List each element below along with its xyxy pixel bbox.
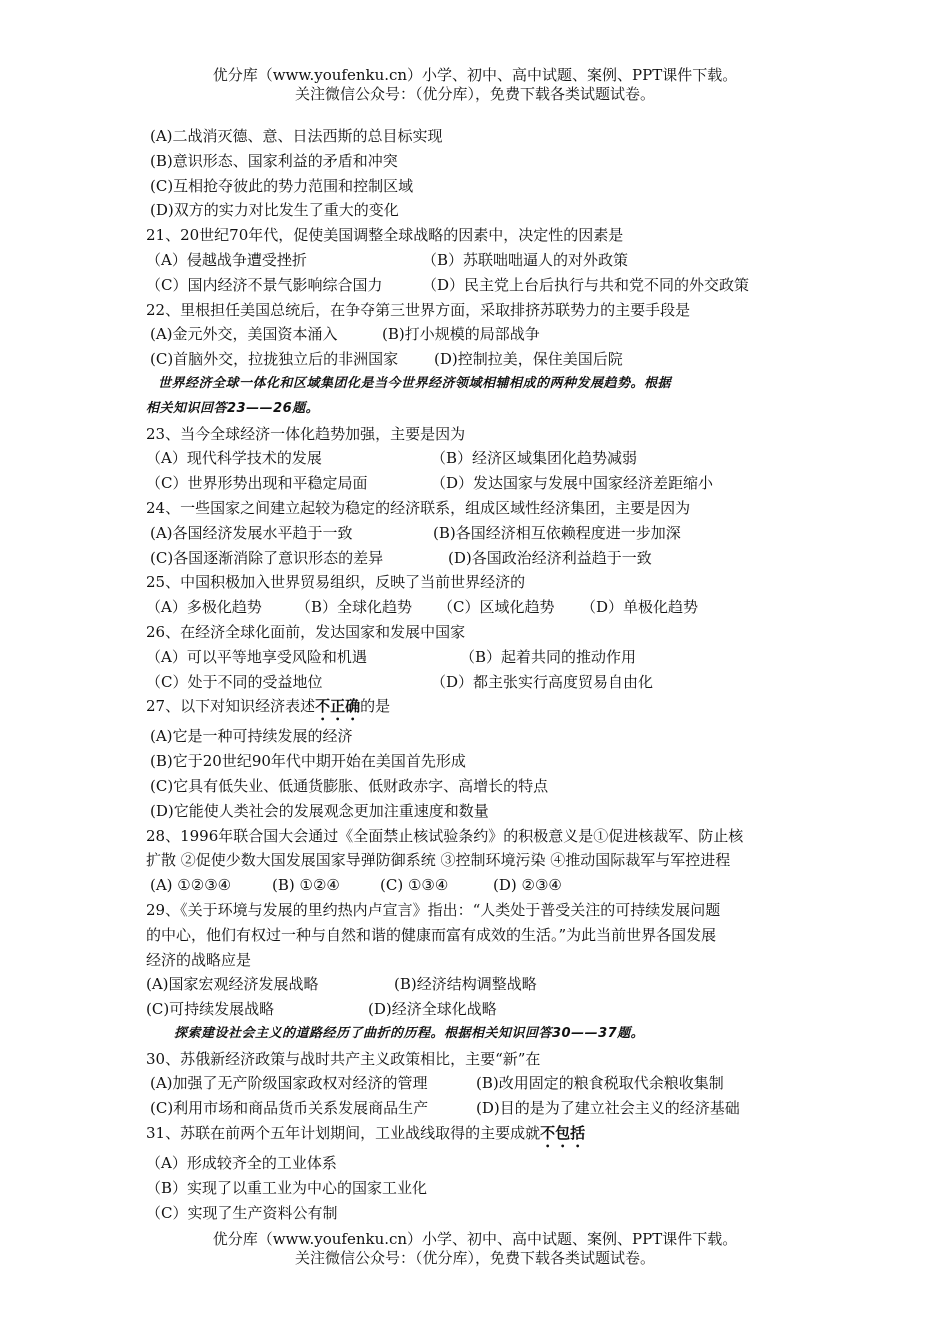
q28-stem-line-2: 扩散 ②促使少数大国发展国家导弹防御系统 ③控制环境污染 ④推动国际裁军与军控进程 (146, 851, 731, 870)
q26-options-cd (146, 670, 816, 695)
q23-stem: 23、当今全球经济一体化趋势加强，主要是因为 (146, 424, 466, 443)
q29-options-ab (146, 972, 816, 997)
q20-option-d: (D)双方的实力对比发生了重大的变化 (150, 201, 399, 220)
q21-stem: 21、20世纪70年代，促使美国调整全球战略的因素中，决定性的因素是 (146, 226, 624, 245)
footer-line-1: 优分库（www.youfenku.cn）小学、初中、高中试题、案例、PPT课件下载。 (212, 1230, 738, 1248)
q24-options-cd (146, 546, 816, 571)
q25-option-b: （B）全球化趋势 (296, 598, 413, 617)
q27-stem-pre: 27、以下对知识经济表述 (146, 697, 316, 716)
q29-stem-line-1: 29、《关于环境与发展的里约热内卢宣言》指出：“人类处于普受关注的可持续发展问题 (146, 900, 721, 919)
q22-option-d: (D)控制拉美，保住美国后院 (434, 350, 623, 369)
q21-options-cd (146, 273, 816, 298)
q30-option-c: (C)利用市场和商品货币关系发展商品生产 (150, 1099, 429, 1118)
q27-option-b: (B)它于20世纪90年代中期开始在美国首先形成 (150, 752, 466, 771)
q24-option-c: (C)各国逐渐消除了意识形态的差异 (150, 548, 384, 567)
q28-option-d: (D) ②③④ (493, 876, 562, 895)
q27-option-c: (C)它具有低失业、低通货膨胀、低财政赤字、高增长的特点 (150, 776, 549, 795)
q20-option-c: (C)互相抢夺彼此的势力范围和控制区域 (150, 176, 414, 195)
q25-options (146, 595, 816, 620)
q23-option-b: （B）经济区域集团化趋势减弱 (431, 449, 638, 468)
q25-option-c: （C）区域化趋势 (438, 598, 555, 617)
section-intro-2: 探索建设社会主义的道路经历了曲折的历程。根据相关知识回答30——37题。 (174, 1025, 645, 1041)
header-line-2: 关注微信公众号：（优分库），免费下载各类试题试卷。 (294, 85, 655, 103)
q23-option-c: （C）世界形势出现和平稳定局面 (146, 474, 368, 493)
section-intro-1-line-2: 相关知识回答23——26题。 (146, 400, 320, 416)
q25-option-a: （A）多极化趋势 (146, 598, 262, 617)
q21-option-b: （B）苏联咄咄逼人的对外政策 (422, 250, 629, 269)
header-line-1: 优分库（www.youfenku.cn）小学、初中、高中试题、案例、PPT课件下载。 (212, 66, 738, 84)
q21-option-d: （D）民主党上台后执行与共和党不同的外交政策 (422, 275, 750, 294)
q29-stem-line-2: 的中心，他们有权过一种与自然和谐的健康而富有成效的生活。”为此当前世界各国发展 (146, 925, 717, 944)
q31-option-c: （C）实现了生产资料公有制 (146, 1203, 338, 1222)
q26-option-d: （D）都主张实行高度贸易自由化 (431, 672, 654, 691)
q31-stem-emphasis: 不包括 (540, 1124, 586, 1143)
q28-option-a: (A) ①②③④ (150, 876, 232, 895)
q26-options-ab (146, 645, 816, 670)
q29-options-cd (146, 997, 816, 1022)
q22-options-ab (146, 322, 816, 347)
q26-option-b: （B）起着共同的推动作用 (460, 647, 637, 666)
q31-option-a: （A）形成较齐全的工业体系 (146, 1154, 337, 1173)
exam-content (146, 124, 816, 1225)
section-intro-1-line-1: 世界经济全球一体化和区域集团化是当今世界经济领域相辅相成的两种发展趋势。根据 (158, 375, 672, 391)
q25-stem: 25、中国积极加入世界贸易组织，反映了当前世界经济的 (146, 573, 526, 592)
q24-option-b: (B)各国经济相互依赖程度进一步加深 (433, 523, 681, 542)
q29-option-b: (B)经济结构调整战略 (394, 975, 537, 994)
q31-option-b: （B）实现了以重工业为中心的国家工业化 (146, 1178, 428, 1197)
q31-stem (146, 1121, 816, 1151)
q21-option-a: （A）侵越战争遭受挫折 (146, 250, 307, 269)
q28-option-b: (B) ①②④ (272, 876, 340, 895)
q21-options-ab (146, 248, 816, 273)
q24-option-a: (A)各国经济发展水平趋于一致 (150, 523, 353, 542)
q24-option-d: (D)各国政治经济利益趋于一致 (448, 548, 652, 567)
q27-stem-post: 的是 (360, 697, 391, 716)
q24-stem: 24、一些国家之间建立起较为稳定的经济联系，组成区域性经济集团，主要是因为 (146, 498, 691, 517)
q27-stem-emphasis: 不正确 (315, 697, 361, 716)
q23-options-ab (146, 446, 816, 471)
q25-option-d: （D）单极化趋势 (581, 598, 699, 617)
q30-option-a: (A)加强了无产阶级国家政权对经济的管理 (150, 1074, 428, 1093)
q29-option-d: (D)经济全球化战略 (368, 1000, 497, 1019)
q30-options-ab (146, 1071, 816, 1096)
q23-options-cd (146, 471, 816, 496)
q29-option-a: (A)国家宏观经济发展战略 (146, 975, 319, 994)
q30-option-d: (D)目的是为了建立社会主义的经济基础 (476, 1099, 740, 1118)
q22-options-cd (146, 347, 816, 372)
q30-stem: 30、苏俄新经济政策与战时共产主义政策相比，主要“新”在 (146, 1049, 541, 1068)
q30-options-cd (146, 1096, 816, 1121)
q28-options (146, 873, 816, 898)
q28-option-c: (C) ①③④ (380, 876, 449, 895)
q23-option-d: （D）发达国家与发展中国家经济差距缩小 (431, 474, 714, 493)
page-header (0, 66, 950, 104)
q22-option-c: (C)首脑外交，拉拢独立后的非洲国家 (150, 350, 399, 369)
q24-options-ab (146, 521, 816, 546)
page-footer (0, 1230, 950, 1268)
q20-option-a: (A)二战消灭德、意、日法西斯的总目标实现 (150, 127, 443, 145)
q23-option-a: （A）现代科学技术的发展 (146, 449, 322, 468)
q31-stem-pre: 31、苏联在前两个五年计划期间，工业战线取得的主要成就 (146, 1124, 541, 1143)
q26-option-c: （C）处于不同的受益地位 (146, 672, 323, 691)
q27-option-a: (A)它是一种可持续发展的经济 (150, 727, 353, 746)
q29-stem-line-3: 经济的战略应是 (146, 950, 252, 969)
q21-option-c: （C）国内经济不景气影响综合国力 (146, 275, 383, 294)
q20-option-b: (B)意识形态、国家利益的矛盾和冲突 (150, 151, 398, 170)
q29-option-c: (C)可持续发展战略 (146, 1000, 275, 1019)
q30-option-b: (B)改用固定的粮食税取代余粮收集制 (476, 1074, 724, 1093)
q28-stem-line-1: 28、1996年联合国大会通过《全面禁止核试验条约》的积极意义是①促进核裁军、防止核 (146, 826, 744, 845)
q22-stem: 22、里根担任美国总统后，在争夺第三世界方面，采取排挤苏联势力的主要手段是 (146, 300, 691, 319)
footer-line-2: 关注微信公众号：（优分库），免费下载各类试题试卷。 (294, 1249, 655, 1267)
q26-option-a: （A）可以平等地享受风险和机遇 (146, 647, 367, 666)
q27-option-d: (D)它能使人类社会的发展观念更加注重速度和数量 (150, 801, 489, 820)
q26-stem: 26、在经济全球化面前，发达国家和发展中国家 (146, 622, 466, 641)
q27-stem (146, 694, 816, 724)
q22-option-b: (B)打小规模的局部战争 (382, 325, 540, 344)
q22-option-a: (A)金元外交，美国资本涌入 (150, 325, 338, 344)
